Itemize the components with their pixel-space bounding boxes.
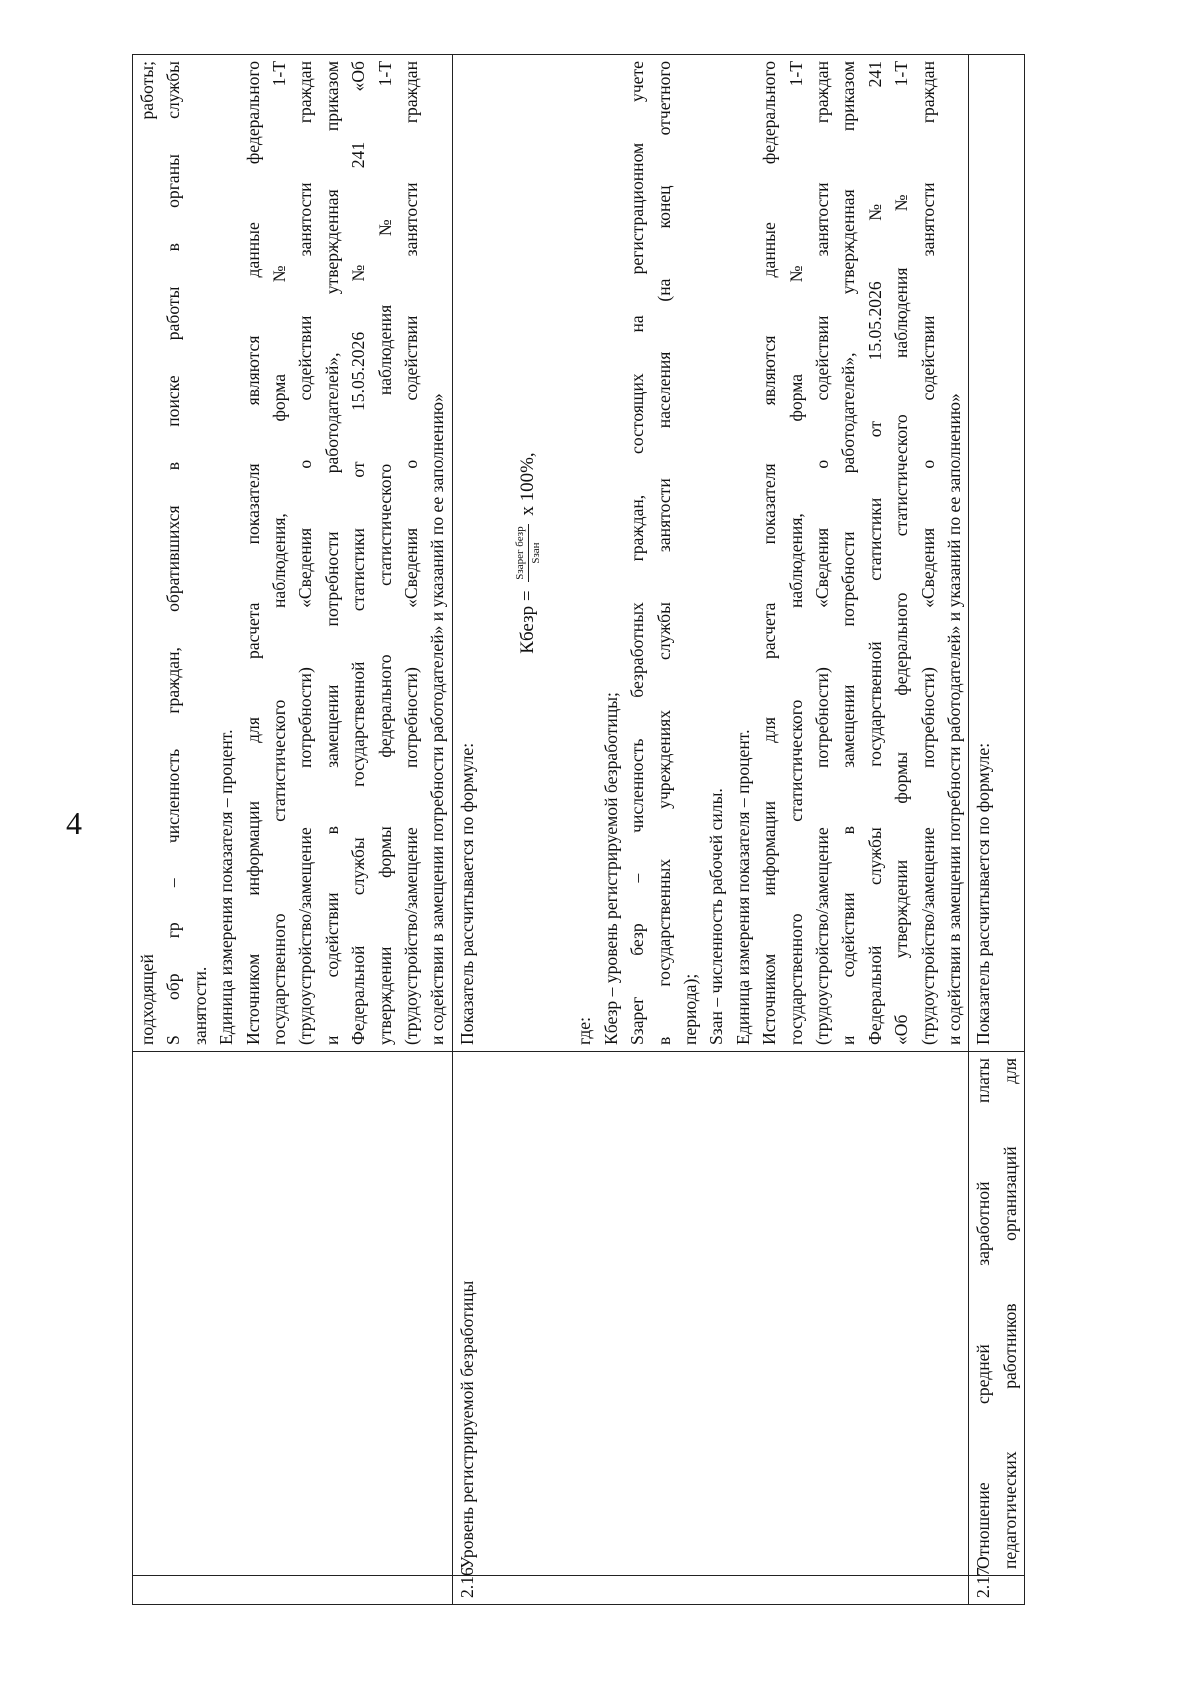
indicator-name-cell (452, 1052, 969, 1576)
indicator-description-cell (969, 55, 1025, 1052)
formula-lhs: Кбезр = (517, 590, 539, 654)
description-line: и содействии в замещении потребности работодателей», утвержденная приказом (321, 61, 342, 1045)
description-line: (трудоустройство/замещение потребности) «Сведения о содействии занятости граждан (917, 61, 938, 1045)
description-line: Показатель рассчитывается по формуле: (456, 742, 477, 1045)
formula-fraction (514, 524, 543, 581)
description-line: Sзан – численность рабочей силы. (706, 788, 727, 1045)
description-line: Показатель рассчитывается по формуле: (973, 742, 994, 1045)
description-line: где: (574, 1017, 595, 1045)
description-line: Единица измерения показателя – процент. (732, 729, 753, 1045)
description-line: и содействии в замещении потребности работодателей», утвержденная приказом (838, 61, 859, 1045)
indicators-table (132, 54, 1025, 1605)
row-number-cell (133, 1576, 453, 1605)
row-number-cell: 2.17 (969, 1576, 1025, 1605)
indicator-name-cell (133, 1052, 453, 1576)
description-line: Источником информации для расчета показателя являются данные федерального (242, 61, 263, 1045)
table-row (133, 55, 453, 1605)
description-line: периода); (679, 973, 700, 1045)
description-line: Источником информации для расчета показателя являются данные федерального (759, 61, 780, 1045)
formula-numerator: Sзарег безр (514, 524, 529, 581)
description-line: Федеральной службы государственной статистики от 15.05.2026 № 241 «Об (348, 61, 369, 1045)
row-number-cell: 2.16 (452, 1576, 969, 1605)
description-line: и содействии в замещении потребности работодателей» и указаний по ее заполнению» (943, 393, 964, 1045)
description-line: занятости. (189, 966, 210, 1045)
formula-denominator: Sзан (530, 542, 543, 564)
description-line: Sзарег безр – численность безработных граждан, состоящих на регистрационном учете (627, 61, 648, 1045)
table-row (969, 55, 1025, 1605)
description-line: «Об утверждении формы федерального статистического наблюдения № 1-Т (891, 61, 912, 1045)
description-line: Федеральной службы государственной статистики от 15.05.2026 № 241 (864, 61, 885, 1045)
page-number: 4 (66, 805, 82, 841)
indicator-name-cell (969, 1052, 1025, 1576)
indicator-description-cell (452, 55, 969, 1052)
formula-rhs: х 100%, (517, 452, 539, 516)
description-line: в государственных учреждениях службы занятости населения (на конец отчетного (653, 61, 674, 1045)
unemployment-formula (480, 61, 571, 1045)
description-line: Единица измерения показателя – процент. (216, 729, 237, 1045)
description-line: утверждении формы федерального статистического наблюдения № 1-Т (374, 61, 395, 1045)
description-line: Кбезр – уровень регистрируемой безработицы; (600, 692, 621, 1045)
description-line: государственного статистического наблюдения, форма № 1-Т (785, 61, 806, 1045)
table-row (452, 55, 969, 1605)
rotated-page-content (132, 55, 1070, 1605)
indicator-description-cell (133, 55, 453, 1052)
description-line: S обр гр – численность граждан, обратившихся в поиске работы в органы службы (163, 61, 184, 1045)
description-line: подходящей работы; (137, 61, 157, 1045)
description-line: (трудоустройство/замещение потребности) «Сведения о содействии занятости граждан (811, 61, 832, 1045)
indicator-name: Уровень регистрируемой безработицы (456, 1280, 477, 1569)
description-line: (трудоустройство/замещение потребности) «Сведения о содействии занятости граждан (401, 61, 422, 1045)
description-line: государственного статистического наблюдения, форма № 1-Т (269, 61, 290, 1045)
indicator-name-line: Отношение средней заработной платы (973, 1058, 994, 1569)
description-line: и содействии в замещении потребности работодателей» и указаний по ее заполнению» (427, 393, 448, 1045)
indicator-name-line: педагогических работников организаций для (999, 1058, 1020, 1569)
description-line: (трудоустройство/замещение потребности) «Сведения о содействии занятости граждан (295, 61, 316, 1045)
